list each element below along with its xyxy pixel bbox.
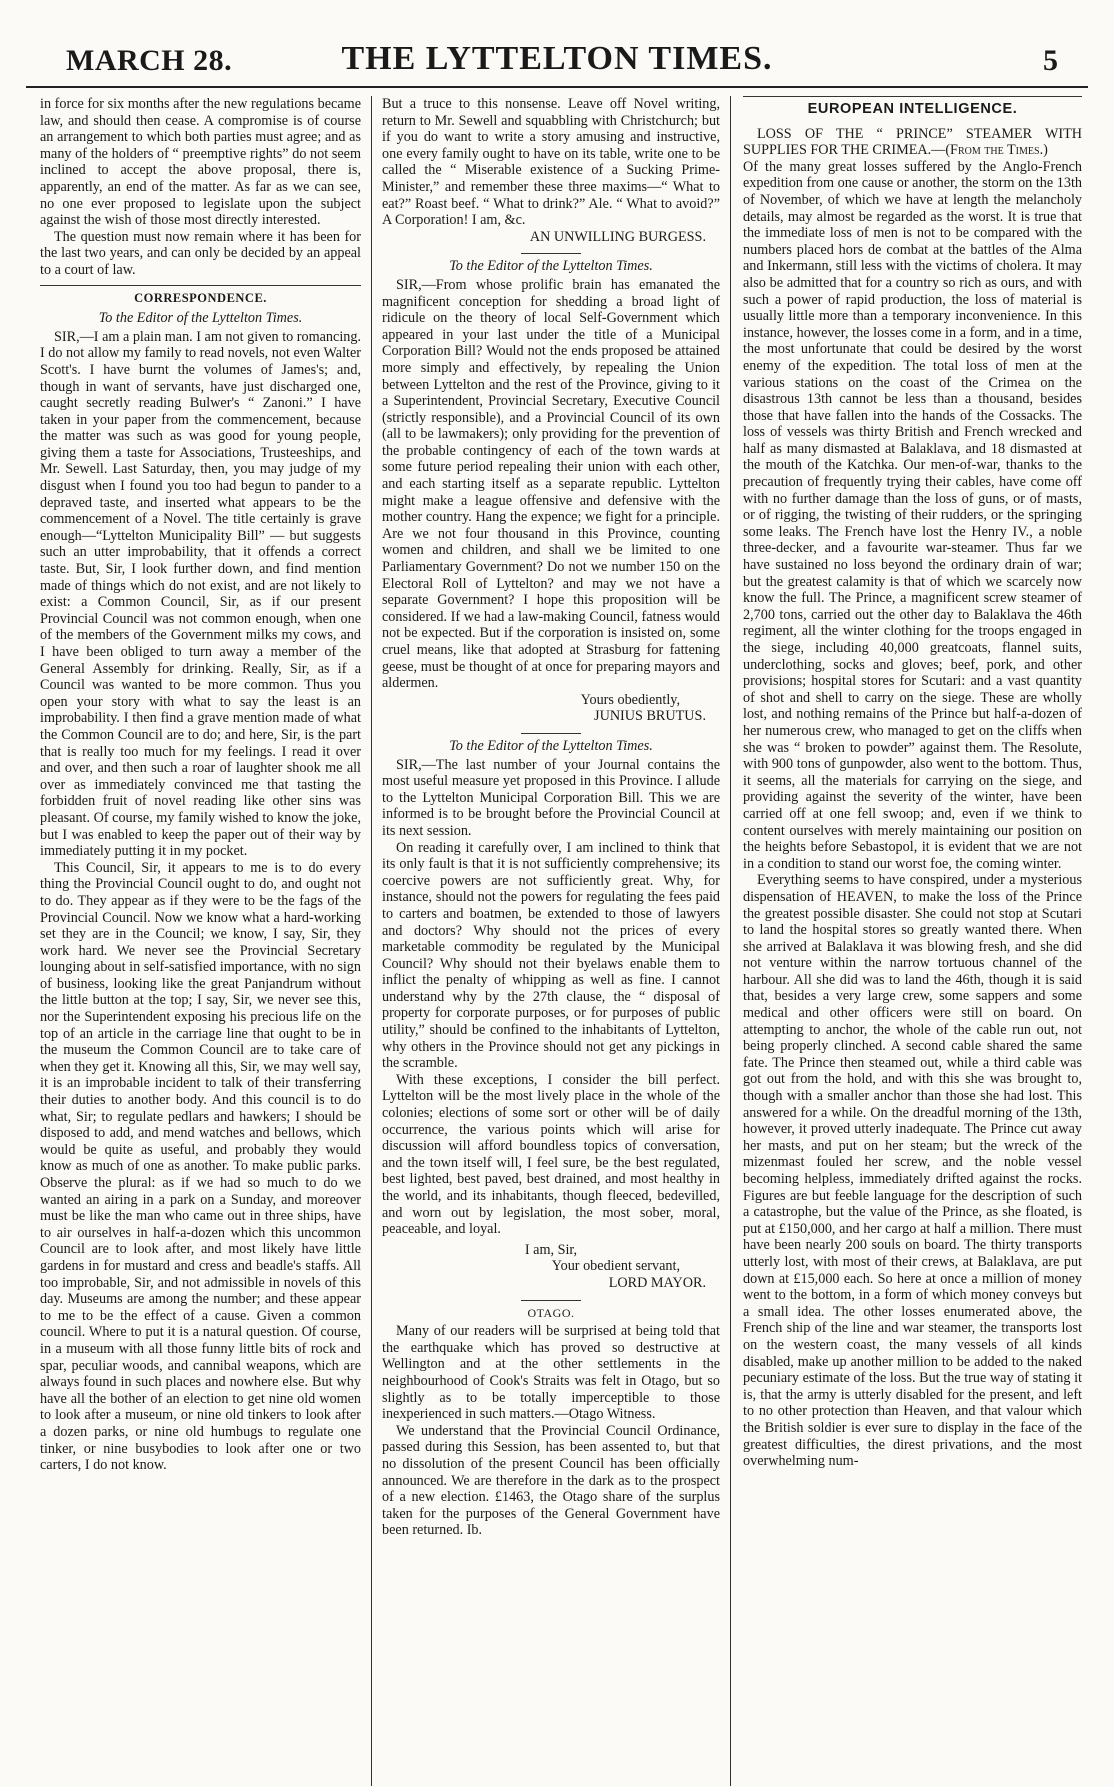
divider <box>521 253 581 254</box>
masthead <box>26 28 1088 88</box>
article-paragraph: Of the many great losses suffered by the Anglo-French expedition from one cause or another, the storm on the 13th of November, of which we have at length the melancholy details, may almost be regarded as the worst. It is true that the immediate loss of men is not to be compared with the numbers placed hors de combat at the battles of the Alma and Inkermann, still less with the victims of cholera. It may also be admitted that for a country so rich as ours, and with such a power of rapid production, the loss of material is usually little more than a temporary inconvenience. In this instance, however, the losses come in a form, and in a time, the most unfortunate that could be desired by the worst enemy of the expedition. The total loss of men at the various stations on the coast of the Crimea on the disastrous 13th cannot be less than a thousand, besides those that have fallen into the hands of the Cossacks. The loss of vessels was thirty British and French wrecked and half as many dismasted at Balaklava, and 18 dismasted at the mouth of the Katchka. Our men-of-war, thanks to the precaution of frequently trying their cables, have come off with no further damage than the loss of guns, or of masts, or of rigging, the twisting of their rudders, or the springing some leaks. The French have lost the Henry IV., a noble three-decker, and a favourite war-steamer. Thus far we have sustained no loss beyond the ordinary drain of war; but the greatest calamity is that of which we scarcely now know the full. The Prince, a magnificent screw steamer of 2,700 tons, carried out the other day to Balaklava the 46th regiment, all the winter clothing for the troops engaged in the siege, including 40,000 greatcoats, flannel suits, underclothing, socks and gloves; beef, pork, and other provisions; hospital stores for Scutari: and a vast quantity of shot and shell to carry on the siege. These are wholly lost, and nothing remains of the Prince but half-a-dozen of her numerous crew, who managed to get on the cliffs when she was “ broken to powder” against them. The Resolute, with 900 tons of gunpowder, also went to the bottom. Thus, it seems, all the materials for carrying on the siege, and providing against the severity of the winter, have been carried off at one fell swoop; and, even if we think to content ourselves with merely maintaining our position on the heights before Sebastopol, it is evident that we are not in a condition to stand our worst foe, the coming winter. <box>743 158 1082 872</box>
letter-paragraph: SIR,—From whose prolific brain has emanated the magnificent conception for shedding a broad light of ridicule on the theory of local Self-Government which appeared in your last under the title of a Municipal Corporation Bill? Would not the ends proposed be attained more simply and effectively, by repealing the Union between Lyttelton and the rest of the Province, giving to it a Superintendent, Provincial Secretary, Executive Council (strictly responsible), and a Provincial Council of its own (all to be lawmakers); only providing for the prevention of the probable contingency of each of the town wards at some future period repealing their union with each other, and each starting itself as a separate republic. Lyttelton might make a league offensive and defensive with the mother country. Hang the expence; we fight for a principle. Are we not four thousand in this Province, counting women and children, and shall we be limited to one Parliamentary Government? Do not we number 150 on the Electoral Roll of Lyttelton? and may we not have a separate Government? I hope this proposition will be considered. If we had a law-making Council, fatness would not be expected. But if the corporation is insisted on, some cruel means, like that adopted at Strasburg for fattening geese, must be thought of at once for preparing mayors and aldermen. <box>382 276 720 692</box>
letter-address: To the Editor of the Lyttelton Times. <box>98 310 303 327</box>
divider <box>743 96 1082 97</box>
land-regulations-conclusion: The question must now remain where it has been for the last two years, and can only be decided by an appeal to a court of law. <box>40 228 361 278</box>
letter-closing: Yours obediently, <box>580 691 680 708</box>
divider <box>521 1300 581 1301</box>
letter-paragraph: SIR,—I am a plain man. I am not given to romancing. I do not allow my family to read novels, not even Walter Scott's. I have burnt the volumes of James's; and, though in want of servants, have just discharged one, caught secretly reading Bulwer's “ Zanoni.” I have taken in your paper from the commencement, because the matter was such as was good for young people, giving them a taste for Associations, Trusteeships, and Mr. Sewell. Last Saturday, then, you may judge of my disgust when I found you too had begun to pander to a depraved taste, and inserted what appears to be the commencement of a Novel. The title certainly is grave enough—“Lyttelton Municipality Bill” — but suggests such an utter improbability, that it offends a correct taste. But, Sir, I look further down, and find mention made of things which do not exist, and are not likely to exist: a Common Council, Sir, as if our present Provincial Council was not common enough, when one of the members of the Government milks my cows, and I have been obliged to turn away a member of the General Assembly for drinking. Really, Sir, as if a Council was wanted to be more common. Thus you open your story with what to say the least is an improbability. I then find a grave mention made of what the Common Council are to do; and here, Sir, is the part that is really too much for my feelings. I read it over and over, and then such a roar of laughter shook me all over as immediately convinced me that tasting the forbidden fruit of novel reading like other sins was pleasant. Of course, my family wished to know the joke, but I was enabled to keep the paper out of their way by immediately putting it in my pocket. <box>40 328 361 860</box>
otago-heading: OTAGO. <box>527 1305 575 1320</box>
letter-paragraph: But a truce to this nonsense. Leave off Novel writing, return to Mr. Sewell and squabbling with Christchurch; but if you do want to write a story amusing and instructive, one every family ought to have on its table, write one to be called the “ Miserable existence of a Sucking Prime-Minister,” and remember these three maxims—“ What to eat?” Roast beef. “ What to drink?” Ale. “ What to avoid?” A Corporation! I am, &c. <box>382 96 720 229</box>
issue-date: MARCH 28. <box>66 44 233 77</box>
columns <box>26 96 1088 1786</box>
letter-signature: AN UNWILLING BURGESS. <box>529 228 706 245</box>
article-lead: LOSS OF THE “ PRINCE” STEAMER WITH SUPPLIES FOR THE CRIMEA.—(From the Times.) <box>743 125 1082 159</box>
letter-closing: I am, Sir, <box>524 1241 578 1258</box>
letter-paragraph: On reading it carefully over, I am inclined to think that its only fault is that it is not sufficiently comprehensive; its coercive powers are not sufficiently great. Why, for instance, should not the powers for regulating the fees paid to carters and boatmen, be extended to those of lawyers and doctors? Why should not the prices of every marketable commodity be regulated by the Municipal Council? Why should not their byelaws enable them to inflict the penalty of whipping as well as fine. I cannot understand why by the 27th clause, the “ disposal of property for corporate purposes, or for purposes of public utility,” should be confined to the inhabitants of Lyttelton, why others in the Province should not get any pickings in the scramble. <box>382 839 720 1072</box>
letter-paragraph: With these exceptions, I consider the bill perfect. Lyttelton will be the most lively place in the whole of the colonies; elections of some sort or other will be of daily occurrence, the various points which will arise for discussion will afford boundless topics of conversation, and the town itself will, I feel sure, be the best regulated, best lighted, best paved, best drained, and most healthy in the world, and its inhabitants, though fleeced, bedevilled, and worn out by legislation, the most sober, moral, peaceable, and loyal. <box>382 1071 720 1238</box>
letter-address: To the Editor of the Lyttelton Times. <box>449 737 653 754</box>
column-3 <box>731 96 1088 1786</box>
otago-paragraph: We understand that the Provincial Council Ordinance, passed during this Session, has been assented to, but that no dissolution of the present Council has been officially announced. We are therefore in the dark as to the prospect of a new election. £1463, the Otago share of the surplus taken for the purposes of the General Government have been returned. Ib. <box>382 1422 720 1539</box>
column-2 <box>371 96 731 1786</box>
european-intelligence-heading: EUROPEAN INTELLIGENCE. <box>807 101 1018 117</box>
letter-address: To the Editor of the Lyttelton Times. <box>449 258 653 275</box>
correspondence-heading: CORRESPONDENCE. <box>134 290 267 305</box>
column-1 <box>26 96 371 1786</box>
page-number: 5 <box>1043 44 1058 77</box>
letter-closing: Your obedient servant, <box>551 1258 680 1275</box>
article-paragraph: Everything seems to have conspired, under a mysterious dispensation of HEAVEN, to make the loss of the Prince the greatest possible disaster. She could not stop at Scutari to land the hospital stores so greatly wanted there. When she arrived at Balaklava it was blowing fresh, and she did not venture within the narrow tortuous channel of the harbour. All she did was to land the 46th, though it is said that, besides a very large crew, some sappers and some medical and other officers were still on board. On attempting to anchor, the whole of the cable run out, not being properly clinched. A second cable shared the same fate. The Prince then steamed out, while a third cable was got out from the hold, and with this she was brought to, though with a smaller anchor than those she had lost. This answered for a while. On the dreadful morning of the 13th, however, it proved utterly inadequate. The Prince cut away her masts, and put on her steam; but the wreck of the mizenmast fouled her screw, and the noble vessel becoming helpless, immediately drifted against the rocks. Figures are but feeble language for the description of such a catastrophe, but the value of the Prince, as she floated, is put at £150,000, and her cargo at half a million. There must have been nearly 200 souls on board. The thirty transports utterly lost, with most of their crews, at Balaklava, are put down at £15,000 each. So here at once a million of money went to the bottom, in a form of which money conveys but a small idea. The other losses enumerated above, the French ship of the line and war steamer, the transports lost on the western coast, the many vessels of all kinds disabled, make up another million to be added to the naked pecuniary estimate of the loss. But the true way of stating it is, that the army is utterly disabled for the present, and left to no other protection than Heaven, and that valour which the British soldier is ever sure to display in the face of the greatest difficulties, the direst privations, and the most overwhelming num- <box>743 872 1082 1470</box>
letter-signature: LORD MAYOR. <box>608 1274 706 1291</box>
otago-paragraph: Many of our readers will be surprised at being told that the earthquake which has proved so destructive at Wellington and at the other settlements in the neighbourhood of Cook's Straits was felt in Otago, but so slightly as to be totally imperceptible to those inexperienced in such matters.—Otago Witness. <box>382 1323 720 1423</box>
newspaper-title: THE LYTTELTON TIMES. <box>341 40 773 77</box>
letter-paragraph: This Council, Sir, it appears to me is to do every thing the Provincial Council ought to do, and ought not to do. They appear as if they were to be the fags of the Provincial Council. Now we know what a hard-working set they are in the Council; we know, I say, Sir, they work hard. We never see the Provincial Secretary lounging about in self-satisfied importance, with no sign of business, looking like the great Panjandrum without the little button at the top; I say, Sir, we never see this, nor the Superintendent exposing his precious life on the top of an article in the carriage line that ought to be in the museum the Common Council are to take care of when they get it. Knowing all this, Sir, we may well say, it is an improbable incident to talk of their transferring their duties to another body. And this council is to do what, Sir; to regulate pedlars and hawkers; I should be disposed to add, and mend watches and bellows, which would be quite as useful, and probably they would know as much of one as another. To make public parks. Observe the plural: as if we had so much to do we wanted an airing in a park on a Sunday, and moreover must be like the man who came out in three ships, have to air ourselves in half-a-dozen which this uncommon Council are to look after, and most likely have little gardens in for mustard and cress and beadle's staffs. All too improbable, Sir, and not admissible in novels of this day. Museums are among the number; and these appear to me to be the effect of a cause. Given a common council. Where to put it is a natural question. Of course, in a museum with all those funny little bits of rock and spar, peculiar woods, and cannibal weapons, which are always found in such places and nowhere else. But why have all the bother of an election to get nine old women to look after a museum, or nine old tinkers to look after a dozen parks, or nine old humbugs to regulate one tinker, or nine busybodies to look after one or two carters, I do not know. <box>40 859 361 1474</box>
letter-signature: JUNIUS BRUTUS. <box>594 708 706 725</box>
land-regulations-paragraph: in force for six months after the new regulations became law, and should then cease. A compromise is of course an arrangement to which both parties must agree; and as many of the holders of “ preemptive rights” do not seem inclined to accept the above proposal, there is, apparently, an end of the matter. As far as we can see, no one ever proposed to legislate upon the subject against the wish of those most directly interested. <box>40 96 361 229</box>
divider <box>521 733 581 734</box>
divider <box>40 285 361 286</box>
letter-paragraph: SIR,—The last number of your Journal contains the most useful measure yet proposed in this Province. I allude to the Lyttelton Municipal Corporation Bill. This we are informed is to be brought before the Provincial Council at its next session. <box>382 756 720 839</box>
